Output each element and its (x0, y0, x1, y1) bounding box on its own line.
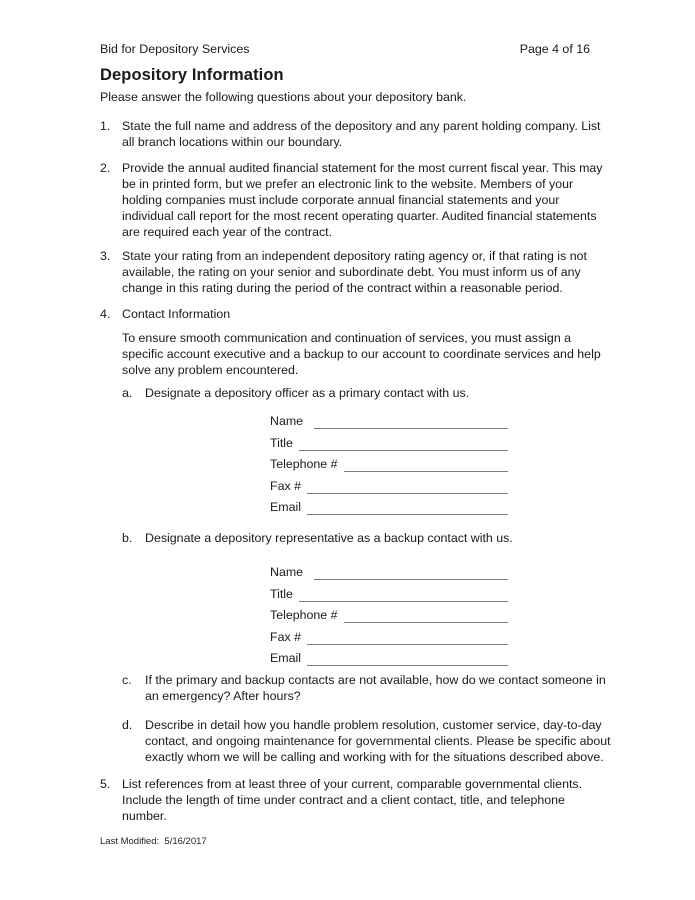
intro-text: Please answer the following questions about your depository bank. (100, 90, 467, 104)
field-label: Fax # (270, 478, 301, 493)
contact-info-paragraph: To ensure smooth communication and continuation of services, you must assign a specific account executive and a backup to our account to coordinate services and help solve any problem encountered. (122, 331, 601, 377)
field-row-fax (270, 478, 508, 494)
field-label: Telephone # (270, 457, 338, 471)
field-row-email (270, 650, 508, 666)
field-label: Email (270, 651, 301, 665)
field-row-title (270, 435, 508, 451)
sub-item-letter: a. (122, 386, 133, 400)
sub-item-letter: c. (122, 673, 132, 687)
header-document-title: Bid for Depository Services (100, 42, 250, 56)
field-label: Name (270, 414, 304, 428)
sub-item-b (122, 530, 613, 546)
fill-in-line (314, 567, 508, 580)
contact-information-section (122, 330, 613, 765)
fill-in-line (307, 632, 508, 645)
field-row-telephone (270, 607, 508, 623)
fill-in-line (344, 610, 508, 623)
field-label: Name (270, 565, 304, 579)
fill-in-line (299, 438, 508, 451)
question-number: 4. (100, 307, 111, 321)
sub-item-text: Describe in detail how you handle problem resolution, customer service, day-to-day contact, and ongoing maintenance for governmental clients. Please be specific about exactly whom we will be calling and working with for the situations described above. (145, 718, 611, 764)
field-row-telephone (270, 456, 508, 472)
question-text: Contact Information (122, 307, 231, 321)
question-number: 2. (100, 161, 111, 175)
sub-item-letter: d. (122, 718, 133, 732)
sub-item-letter: b. (122, 531, 133, 545)
field-label: Title (270, 586, 293, 601)
fill-in-line (314, 416, 508, 429)
fill-in-line (307, 502, 508, 515)
field-label: Title (270, 435, 293, 450)
field-row-name (270, 413, 508, 429)
field-label: Telephone # (270, 608, 338, 622)
fill-in-line (299, 589, 508, 602)
primary-contact-form (270, 413, 508, 515)
last-modified-note: Last Modified: 5/16/2017 (100, 836, 207, 847)
field-row-title (270, 586, 508, 602)
fill-in-line (307, 481, 508, 494)
field-row-email (270, 499, 508, 515)
question-item-4 (100, 306, 613, 322)
backup-contact-form (270, 564, 508, 666)
question-number: 1. (100, 119, 111, 133)
sub-item-text: Designate a depository officer as a primary contact with us. (145, 386, 470, 400)
question-number: 5. (100, 777, 111, 791)
fill-in-line (344, 459, 508, 472)
sub-item-d (122, 717, 613, 765)
field-label: Email (270, 500, 301, 514)
field-row-name (270, 564, 508, 580)
field-row-fax (270, 629, 508, 645)
question-item-3 (100, 248, 613, 296)
sub-item-text: If the primary and backup contacts are not available, how do we contact someone in an emergency? After hours? (145, 673, 606, 703)
question-text: Provide the annual audited financial statement for the most current fiscal year. This may be in printed form, but we prefer an electronic link to the website. Members of your holding companies must include corporate annual financial statements and your individual call report for the most recent operating quarter. Audited financial statements are required each year of the contract. (122, 161, 603, 239)
sub-item-a (122, 385, 613, 401)
page-header (100, 41, 590, 57)
question-text: List references from at least three of your current, comparable governmental clients. Include the length of time under contract and a client contact, title, and telephone number. (122, 777, 583, 823)
question-text: State the full name and address of the depository and any parent holding company. List all branch locations within our boundary. (122, 119, 601, 149)
question-number: 3. (100, 249, 111, 263)
field-label: Fax # (270, 629, 301, 644)
page-title: Depository Information (100, 66, 284, 84)
fill-in-line (307, 653, 508, 666)
question-item-2 (100, 160, 613, 240)
sub-item-c (122, 672, 613, 704)
sub-item-text: Designate a depository representative as a backup contact with us. (145, 531, 513, 545)
question-item-5 (100, 776, 613, 824)
question-text: State your rating from an independent depository rating agency or, if that rating is not available, the rating on your senior and subordinate debt. You must inform us of any change in this rating during the period of the contract within a reasonable period. (122, 249, 587, 295)
page-number: Page 4 of 16 (519, 42, 590, 56)
question-item-1 (100, 118, 613, 150)
